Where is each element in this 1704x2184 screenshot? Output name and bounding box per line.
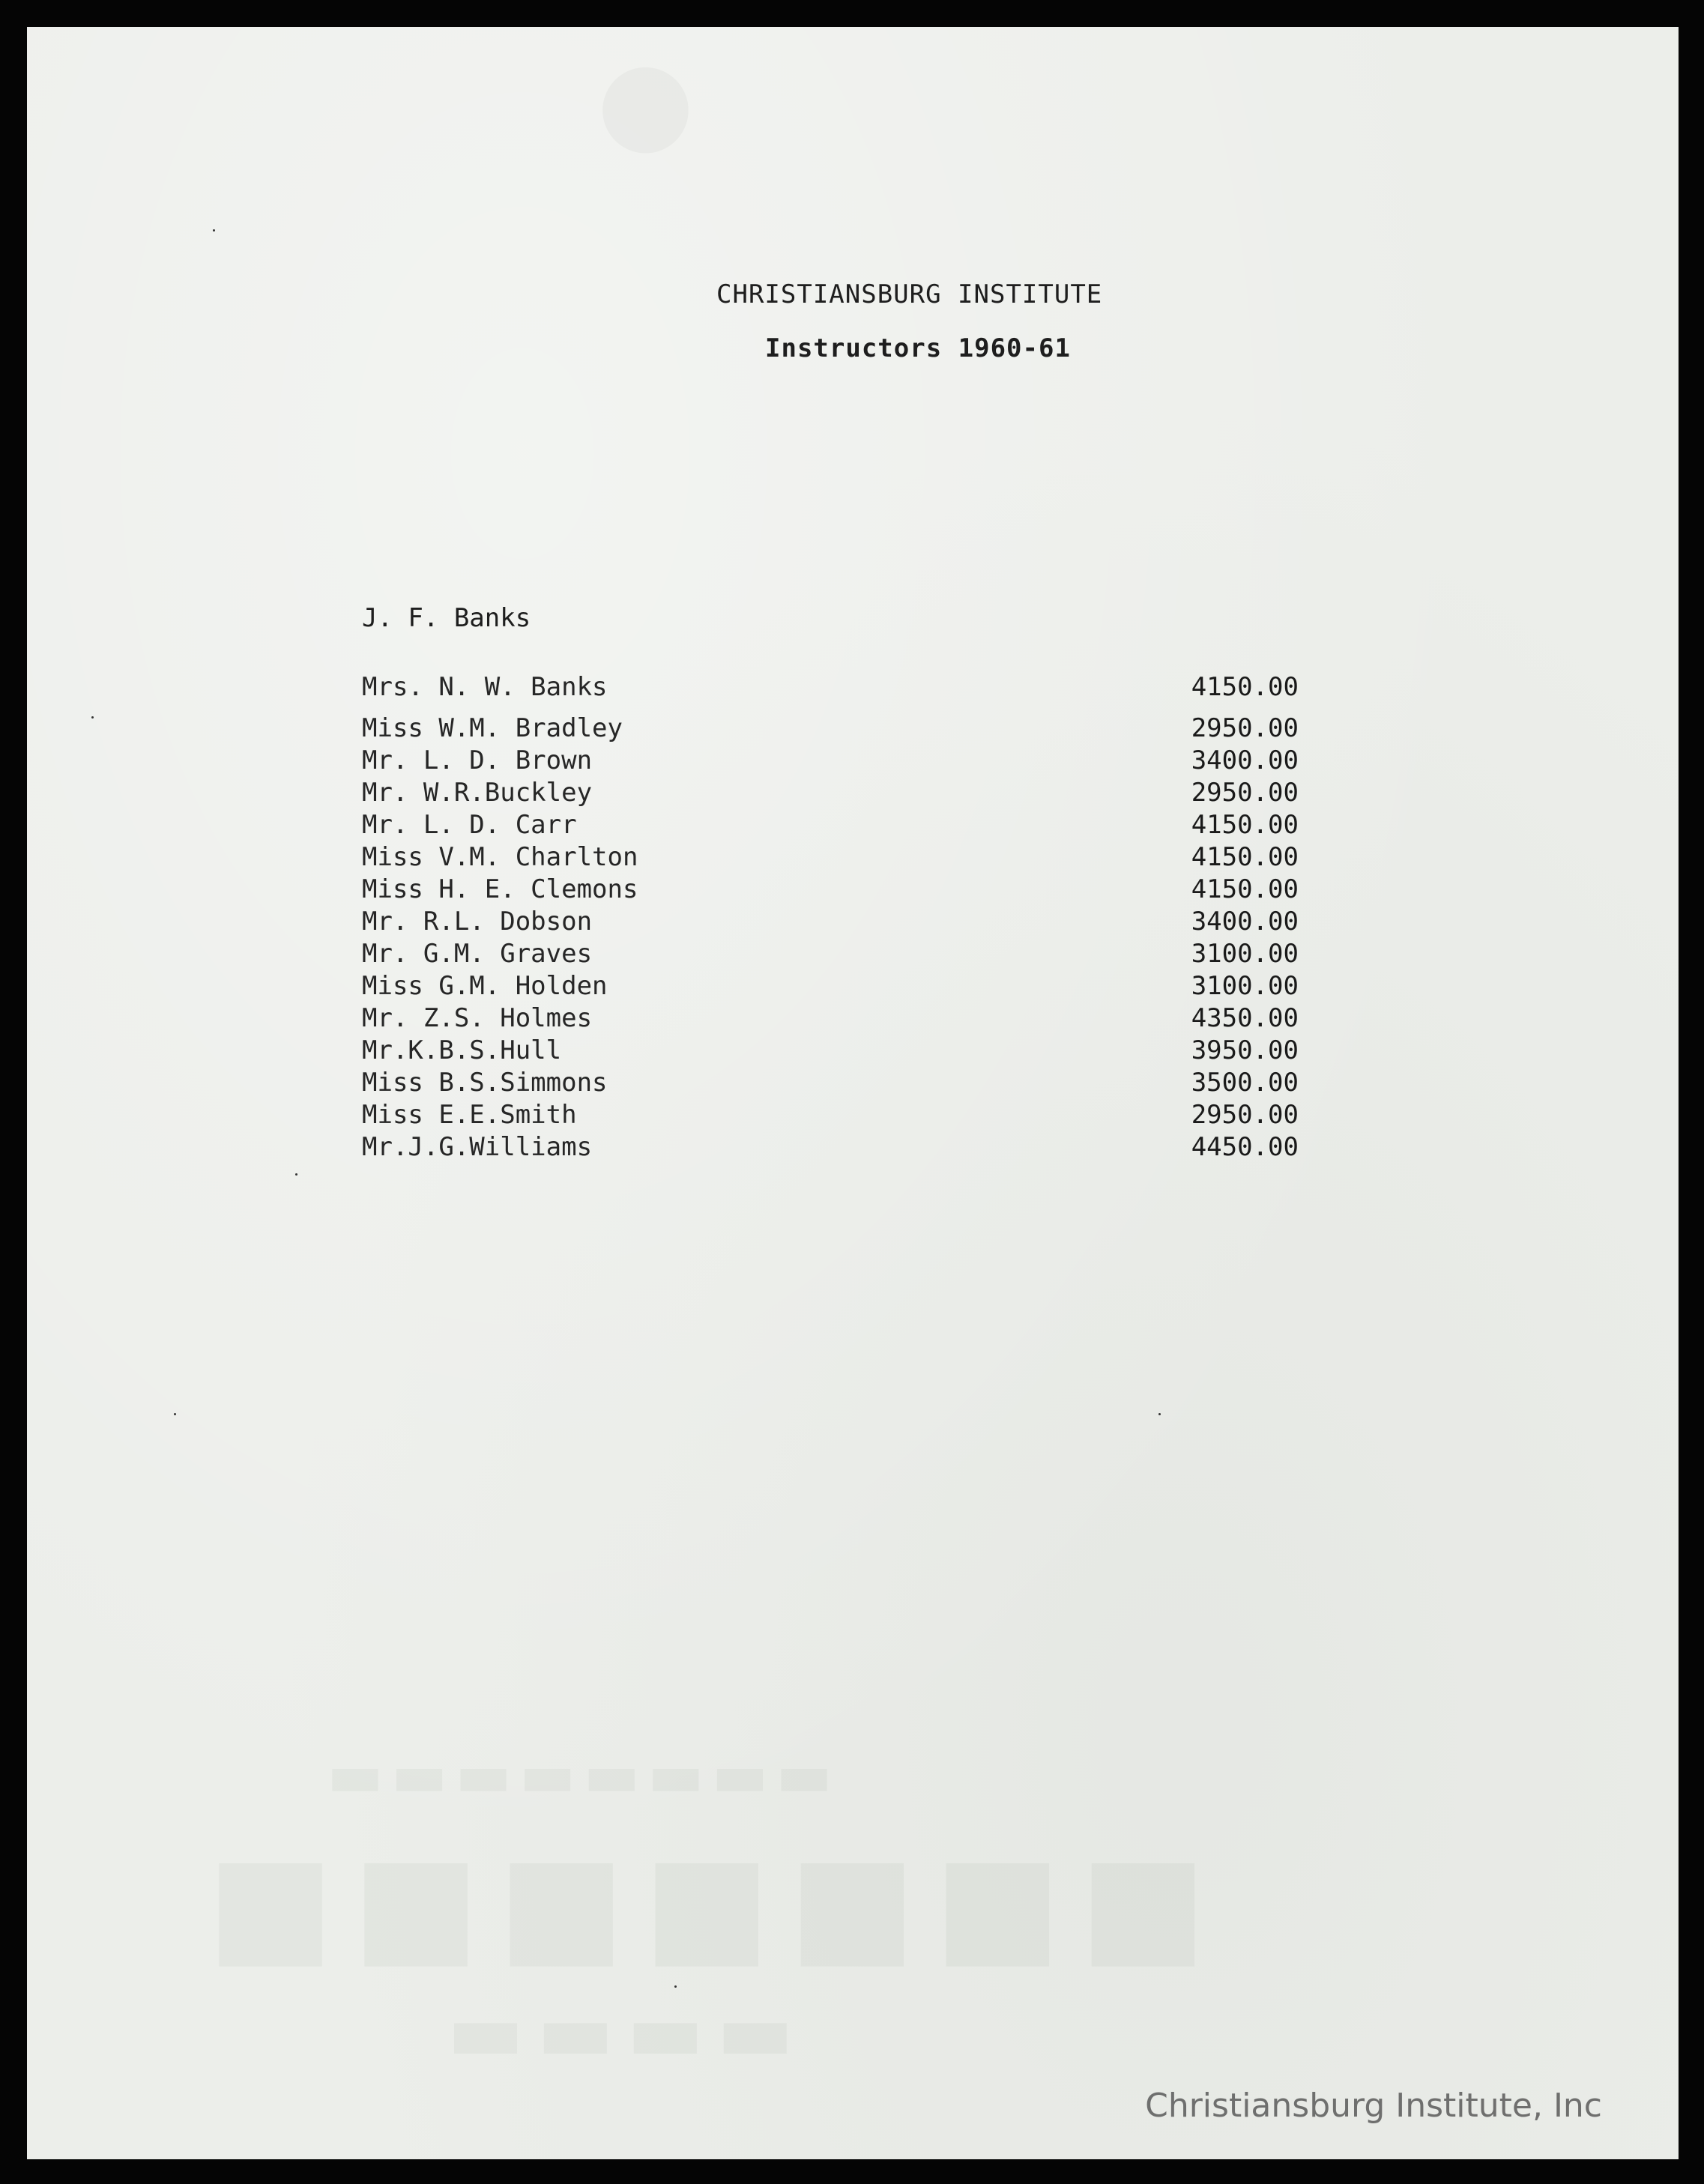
instructor-row: [362, 906, 1299, 938]
bleed-through-mark: ■■■■■■■: [207, 1848, 1225, 2006]
paper-speck: [674, 1985, 677, 1988]
instructor-salary: 3500.00: [1191, 1068, 1299, 1098]
paper-speck: [213, 229, 215, 232]
instructor-name: Mr.J.G.Williams: [362, 1132, 593, 1162]
instructor-row: [362, 671, 1299, 704]
instructor-salary: 4450.00: [1191, 1132, 1299, 1162]
instructor-row: [362, 777, 1299, 809]
instructor-salary: 4150.00: [1191, 874, 1299, 904]
archive-watermark: Christiansburg Institute, Inc: [1145, 2087, 1602, 2125]
instructor-row: [362, 1099, 1299, 1131]
instructor-name: Mr. G.M. Graves: [362, 939, 593, 969]
instructor-salary: 3100.00: [1191, 939, 1299, 969]
instructor-row: [362, 713, 1299, 745]
instructor-salary: 4150.00: [1191, 810, 1299, 840]
instructor-name: Mr. Z.S. Holmes: [362, 1003, 593, 1033]
instructor-row: [362, 1131, 1299, 1164]
bleed-through-mark: ▬▬▬▬▬▬▬▬: [327, 1750, 840, 1821]
paper-speck: [295, 1173, 297, 1176]
bleed-through-mark: ●: [596, 34, 695, 166]
instructor-row: [362, 970, 1299, 1002]
instructor-salary: 2950.00: [1191, 1100, 1299, 1130]
instructor-row: [362, 745, 1299, 777]
instructor-row: [362, 938, 1299, 970]
document-subtitle: Instructors 1960-61: [765, 333, 1071, 363]
instructor-name: Mr. W.R.Buckley: [362, 778, 593, 808]
instructor-row: [362, 809, 1299, 841]
instructor-row: [362, 1067, 1299, 1099]
instructor-name: Mr. R.L. Dobson: [362, 907, 593, 937]
instructor-name: Mrs. N. W. Banks: [362, 672, 608, 702]
instructor-row: [362, 841, 1299, 874]
instructor-salary: 4150.00: [1191, 672, 1299, 702]
document-title: CHRISTIANSBURG INSTITUTE: [716, 279, 1103, 309]
document-page: [27, 27, 1679, 2159]
paper-speck: [174, 1413, 176, 1415]
instructor-row: [362, 1035, 1299, 1067]
instructor-list: [362, 605, 1299, 1164]
instructor-name: Mr. L. D. Carr: [362, 810, 577, 840]
bleed-through-mark: ▬▬▬▬: [447, 1997, 806, 2094]
instructor-salary: 3400.00: [1191, 745, 1299, 775]
instructor-salary: 3400.00: [1191, 907, 1299, 937]
instructor-row: [362, 874, 1299, 906]
paper-speck: [1158, 1413, 1161, 1415]
instructor-name: Miss B.S.Simmons: [362, 1068, 608, 1098]
instructor-salary: 4350.00: [1191, 1003, 1299, 1033]
instructor-name: Miss V.M. Charlton: [362, 842, 638, 872]
instructor-name: Miss W.M. Bradley: [362, 713, 623, 743]
instructor-salary: 2950.00: [1191, 713, 1299, 743]
instructor-salary: 3100.00: [1191, 971, 1299, 1001]
instructor-name: Miss H. E. Clemons: [362, 874, 638, 904]
instructor-name: Miss E.E.Smith: [362, 1100, 577, 1130]
instructor-salary: 4150.00: [1191, 842, 1299, 872]
instructor-salary: 3950.00: [1191, 1035, 1299, 1065]
instructor-name: Miss G.M. Holden: [362, 971, 608, 1001]
principal-name: J. F. Banks: [362, 603, 531, 633]
instructor-row: [362, 1002, 1299, 1035]
instructor-name: Mr. L. D. Brown: [362, 745, 593, 775]
instructor-salary: 2950.00: [1191, 778, 1299, 808]
paper-speck: [91, 716, 94, 719]
instructor-name: Mr.K.B.S.Hull: [362, 1035, 562, 1065]
